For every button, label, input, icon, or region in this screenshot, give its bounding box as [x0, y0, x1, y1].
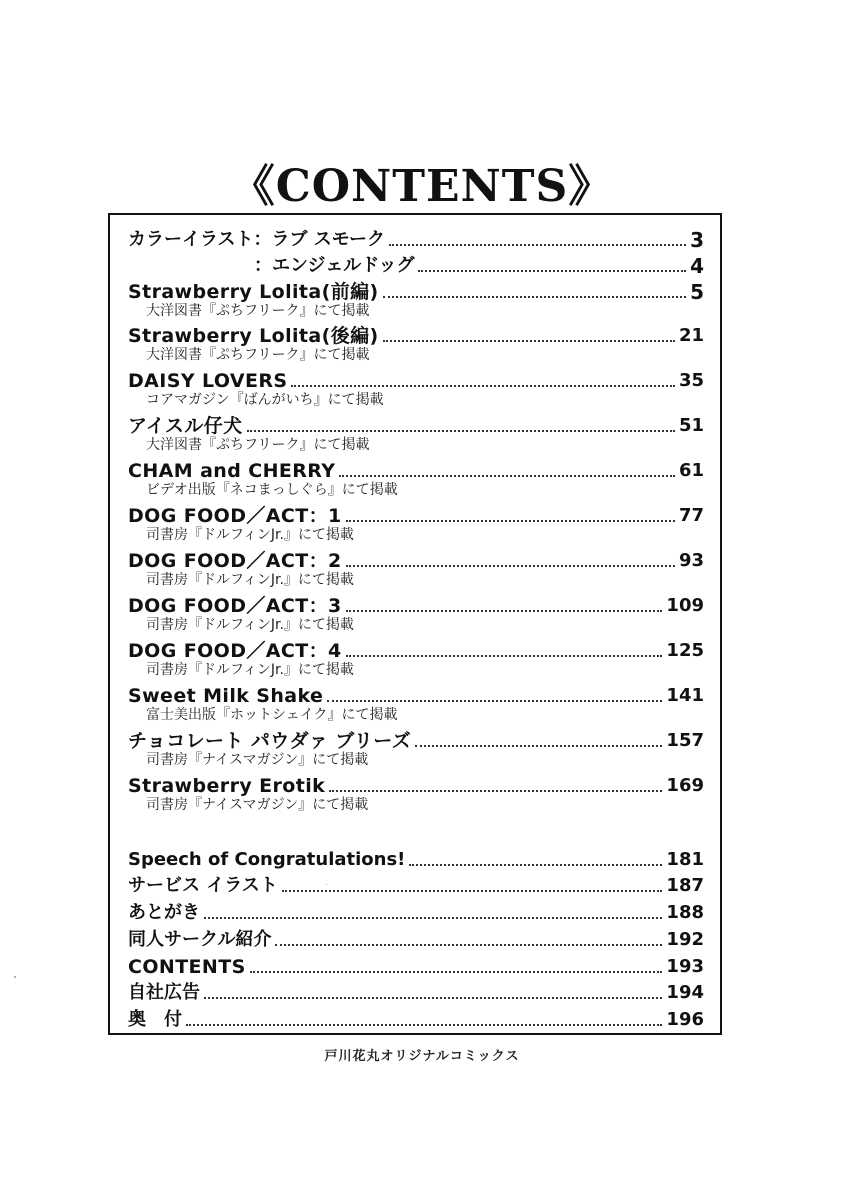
leader-dots [327, 700, 662, 702]
entry-title: Sweet Milk Shake [128, 685, 324, 707]
entry-title: DOG FOOD／ACT：2 [128, 550, 342, 572]
toc-extra-entry[interactable] [128, 1005, 704, 1031]
contents-box [108, 213, 722, 1035]
entry-title: ：エンジェルドッグ [254, 255, 415, 276]
entry-source: 司書房『ナイスマガジン』にて掲載 [146, 752, 369, 768]
entry-title: DAISY LOVERS [128, 370, 288, 392]
entry-title: DOG FOOD／ACT：3 [128, 595, 342, 617]
leader-dots [339, 475, 674, 477]
toc-entry[interactable] [128, 771, 704, 797]
series-footer: 戸川花丸オリジナルコミックス [324, 1049, 520, 1064]
toc-entry-color-illust-1[interactable] [128, 225, 704, 251]
leader-dots [275, 944, 662, 946]
leader-dots [383, 296, 686, 298]
toc-extra-entry[interactable] [128, 978, 704, 1004]
entry-page: 193 [666, 956, 704, 977]
entry-source: 司書房『ドルフィンJr.』にて掲載 [146, 617, 354, 633]
toc-entry[interactable] [128, 456, 704, 482]
entry-page: 181 [666, 849, 704, 870]
toc-entry-color-illust-2[interactable] [254, 251, 704, 277]
leader-dots [346, 610, 663, 612]
entry-title: Strawberry Lolita(後編) [128, 325, 379, 347]
toc-entry[interactable] [128, 321, 704, 347]
entry-source: 大洋図書『ぷちフリーク』にて掲載 [146, 347, 370, 363]
toc-entry[interactable] [128, 636, 704, 662]
entry-title: CHAM and CHERRY [128, 460, 336, 482]
toc-extra-entry[interactable] [128, 871, 704, 897]
entry-page: 194 [666, 982, 704, 1003]
entry-page: 21 [678, 325, 704, 346]
entry-title: アイスル仔犬 [128, 415, 243, 437]
leader-dots [346, 655, 663, 657]
entry-page: 109 [666, 595, 704, 616]
entry-title: チョコレート パウダァ ブリーズ [128, 730, 412, 752]
entry-page: 5 [690, 280, 704, 304]
entry-source: 大洋図書『ぷちフリーク』にて掲載 [146, 437, 370, 453]
entry-title: Speech of Congratulations! [128, 849, 406, 870]
entry-title: あとがき [128, 902, 200, 923]
leader-dots [250, 971, 663, 973]
contents-title: 《CONTENTS》 [230, 161, 614, 212]
entry-title: サービス イラスト [128, 875, 278, 896]
entry-page: 93 [678, 550, 704, 571]
entry-title: カラーイラスト：ラブ スモーク [128, 229, 386, 250]
entry-page: 188 [666, 902, 704, 923]
toc-entry[interactable] [128, 591, 704, 617]
entry-source: 司書房『ドルフィンJr.』にて掲載 [146, 572, 354, 588]
entry-title: 奥 付 [128, 1009, 182, 1030]
toc-extra-entry[interactable] [128, 845, 704, 871]
leader-dots [204, 917, 662, 919]
entry-source: 大洋図書『ぷちフリーク』にて掲載 [146, 303, 370, 319]
entry-page: 157 [666, 730, 704, 751]
leader-dots [346, 565, 675, 567]
entry-source: 司書房『ドルフィンJr.』にて掲載 [146, 662, 354, 678]
toc-extra-entry[interactable] [128, 898, 704, 924]
leader-dots [418, 270, 686, 272]
toc-extra-entry[interactable] [128, 925, 704, 951]
entry-page: 51 [678, 415, 704, 436]
entry-title: 同人サークル紹介 [128, 929, 272, 950]
scan-speck [14, 976, 16, 978]
entry-page: 187 [666, 875, 704, 896]
toc-entry[interactable] [128, 546, 704, 572]
leader-dots [204, 997, 662, 999]
entry-source: 司書房『ナイスマガジン』にて掲載 [146, 797, 369, 813]
leader-dots [415, 745, 662, 747]
entry-page: 169 [666, 775, 704, 796]
entry-source: ビデオ出版『ネコまっしぐら』にて掲載 [146, 482, 398, 498]
toc-entry[interactable] [128, 277, 704, 303]
entry-title: 自社広告 [128, 982, 200, 1003]
toc-entry[interactable] [128, 726, 704, 752]
toc-entry[interactable] [128, 411, 704, 437]
entry-page: 3 [690, 228, 704, 252]
entry-title: Strawberry Erotik [128, 775, 326, 797]
leader-dots [329, 790, 662, 792]
entry-title: Strawberry Lolita(前編) [128, 281, 379, 303]
entry-title: DOG FOOD／ACT：4 [128, 640, 342, 662]
toc-entry[interactable] [128, 501, 704, 527]
entry-title: DOG FOOD／ACT：1 [128, 505, 342, 527]
leader-dots [282, 890, 663, 892]
entry-page: 125 [666, 640, 704, 661]
toc-entry[interactable] [128, 366, 704, 392]
entry-page: 196 [666, 1009, 704, 1030]
leader-dots [291, 385, 674, 387]
leader-dots [389, 244, 686, 246]
toc-extra-entry[interactable] [128, 952, 704, 978]
entry-page: 192 [666, 929, 704, 950]
entry-source: 司書房『ドルフィンJr.』にて掲載 [146, 527, 354, 543]
toc-entry[interactable] [128, 681, 704, 707]
leader-dots [409, 864, 662, 866]
entry-page: 4 [690, 254, 704, 278]
entry-source: 富士美出版『ホットシェイク』にて掲載 [146, 707, 398, 723]
entry-source: コアマガジン『ばんがいち』にて掲載 [146, 392, 384, 408]
entry-page: 77 [678, 505, 704, 526]
leader-dots [346, 520, 675, 522]
entry-page: 141 [666, 685, 704, 706]
entry-title: CONTENTS [128, 956, 246, 978]
entry-page: 35 [678, 370, 704, 391]
scan-speck [326, 884, 327, 885]
entry-page: 61 [678, 460, 704, 481]
leader-dots [247, 430, 675, 432]
leader-dots [383, 340, 675, 342]
leader-dots [186, 1024, 662, 1026]
